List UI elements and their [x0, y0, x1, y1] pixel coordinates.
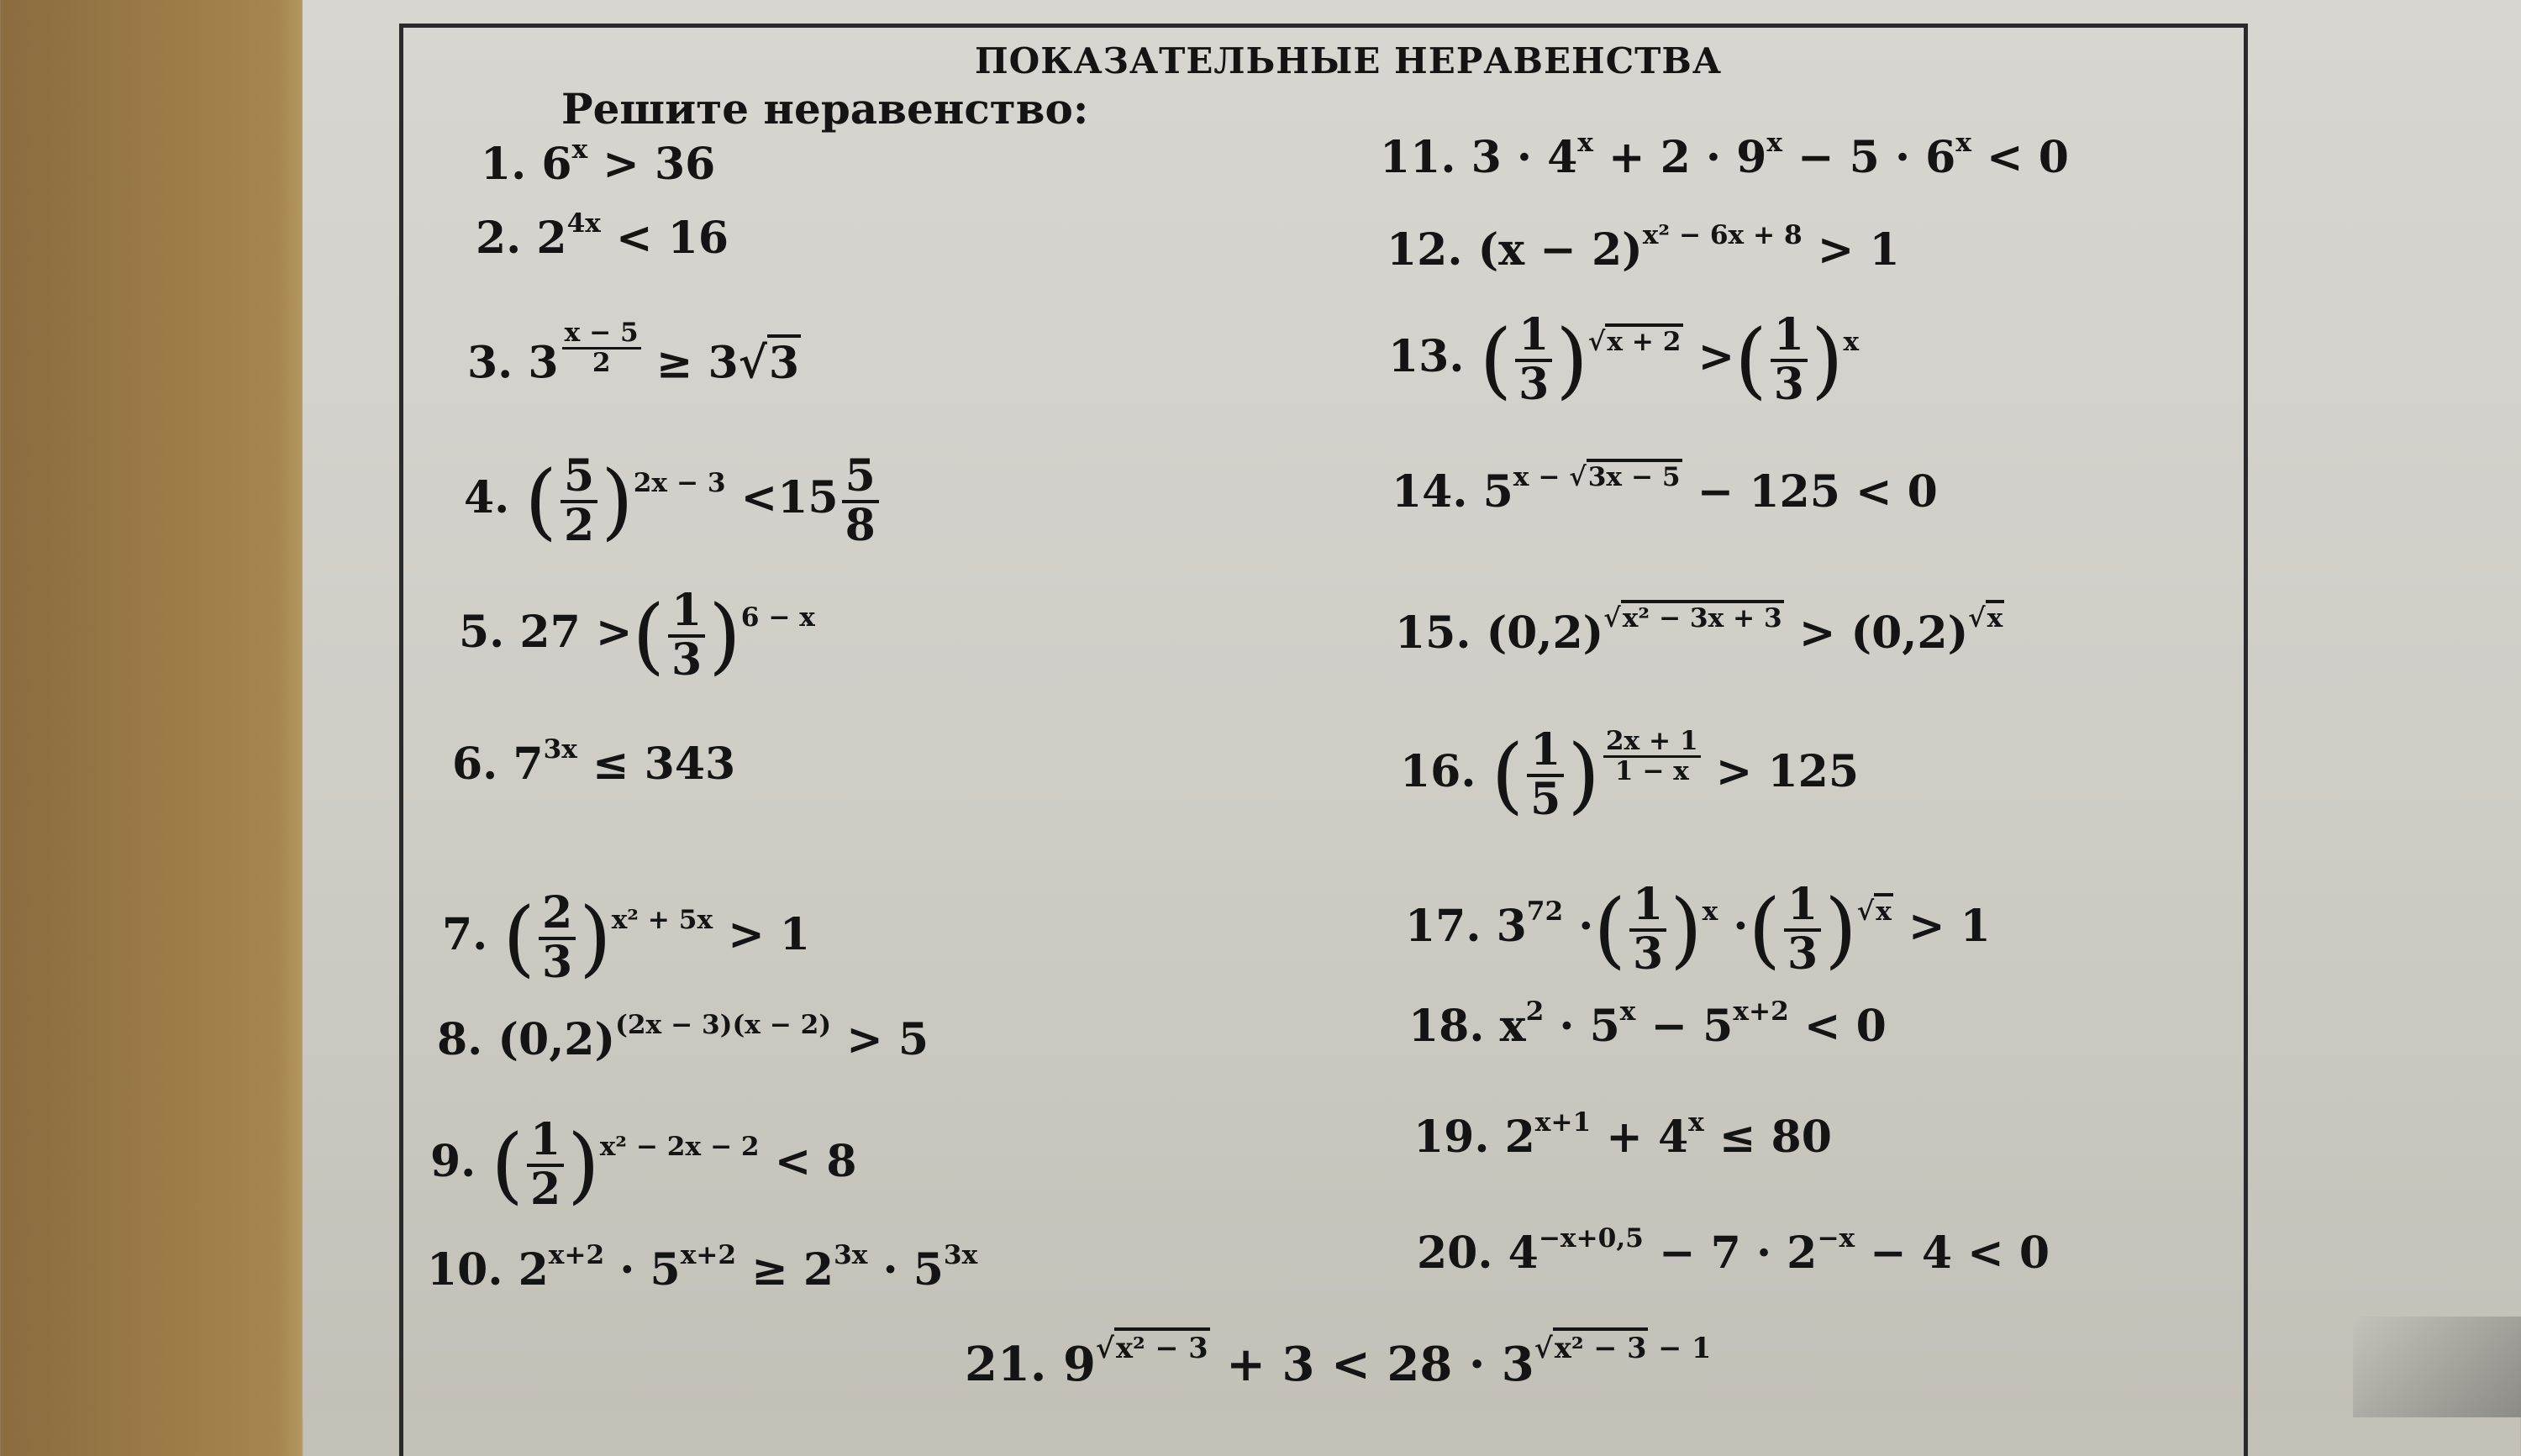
fraction: $\frac{1}{3}$	[1771, 313, 1808, 407]
fraction-exponent: $\frac{x - 5}{2}$	[562, 319, 641, 377]
base: 2	[536, 213, 567, 264]
rhs: ≥ 3	[640, 337, 739, 389]
problem-number: 4.	[464, 472, 510, 524]
problem-19: 19. $2^{x+1} + 4^x \le 80$	[1413, 1107, 1832, 1163]
base: (0,2)	[497, 1014, 616, 1065]
problem-number: 9.	[430, 1136, 476, 1188]
problem-number: 8.	[437, 1014, 483, 1065]
exponent: x	[1843, 327, 1860, 358]
problem-number: 13.	[1388, 331, 1465, 383]
problem-11: 11. $3 \cdot 4^x + 2 \cdot 9^x - 5 \cdot 6^x < 0$	[1380, 128, 2069, 183]
problem-number: 19.	[1413, 1112, 1490, 1163]
base: 5	[1482, 466, 1513, 518]
problem-number: 12.	[1387, 224, 1463, 276]
problem-16: 16. ( $\frac{1}{5}$ ) $\frac{2x + 1}{1 - x}$ > 125	[1400, 724, 1860, 825]
problem-5: 5. 27 >( $\frac{1}{3}$ )$^{6 - x}$	[459, 585, 815, 686]
rhs: > 125	[1700, 746, 1860, 798]
problem-18: 18. $x^2 \cdot 5^x - 5^{x+2} < 0$	[1408, 996, 1887, 1052]
rhs: − 125 < 0	[1682, 466, 1938, 518]
fraction: $\frac{1}{2}$	[527, 1117, 564, 1212]
fraction: $\frac{1}{3}$	[1515, 313, 1552, 407]
corner-shadow	[2353, 1317, 2521, 1417]
problem-6	[452, 734, 736, 790]
problem-number: 10.	[427, 1244, 503, 1296]
base: 3	[528, 337, 559, 389]
problem-number: 16.	[1400, 746, 1476, 798]
exponent: (2x − 3)(x − 2)	[615, 1010, 832, 1041]
base: (0,2)	[1486, 607, 1604, 659]
problem-number: 15.	[1395, 607, 1471, 659]
mixed-fraction: $\frac{5}{8}$	[842, 454, 879, 549]
base: 6	[541, 139, 572, 190]
problem-13: 13. ( $\frac{1}{3}$ )$^{√x + 2}$ >( $\frac{1}{3}$ )$^x$	[1388, 309, 1860, 410]
radical-exponent: x + 2	[1605, 323, 1682, 357]
document-title: ПОКАЗАТЕЛЬНЫЕ НЕРАВЕНСТВА	[975, 40, 1723, 81]
problem-7: 7. ( $\frac{2}{3}$ )$^{x^2 + 5x}$ > 1	[442, 887, 811, 988]
exponent: x² + 5x	[611, 905, 713, 936]
radical-exponent: x² − 3x + 3	[1621, 600, 1784, 633]
exponent: 2x − 3	[633, 468, 726, 499]
base: 9	[1062, 1337, 1096, 1392]
problem-8	[437, 1010, 929, 1065]
radicand: 3	[767, 334, 801, 389]
problem-number: 7.	[442, 909, 488, 961]
rhs: <15	[725, 472, 839, 524]
problem-number: 11.	[1380, 132, 1456, 183]
exponent: x² − 2x − 2	[599, 1132, 760, 1163]
radical-exponent: x	[1986, 600, 2005, 633]
radical-exponent: 3x − 5	[1587, 459, 1682, 492]
problem-15: 15. $(0,2)^{√x^2 - 3x + 3} > (0,2)^{√x}$	[1395, 612, 2004, 655]
problem-number: 3.	[467, 337, 513, 389]
radical-exponent: x² − 3	[1553, 1327, 1649, 1364]
lhs: 27 >	[519, 607, 633, 659]
rhs: < 8	[759, 1136, 857, 1188]
rhs: < 16	[600, 213, 729, 264]
problem-number: 20.	[1417, 1227, 1493, 1279]
rhs: > 5	[831, 1014, 929, 1065]
problem-12	[1387, 220, 1900, 276]
problem-number: 2.	[476, 213, 522, 264]
problem-17: 17. $3^{72}$ ·( $\frac{1}{3}$ )$^x$ ·( $\frac{1}{3}$ )$^{√x}$ > 1	[1405, 879, 1991, 980]
rhs: > 1	[1802, 224, 1900, 276]
problem-number: 17.	[1405, 901, 1482, 953]
problem-3: 3. 3 $\frac{x - 5}{2}$ ≥ 3√3	[467, 318, 800, 389]
problem-14: 14. $5^{x - √3x - 5} - 125 < 0$	[1392, 470, 1938, 514]
problem-10: 10. $2^{x+2} \cdot 5^{x+2} \ge 2^{3x} \cdot 5^{3x}$	[427, 1240, 978, 1296]
fraction: $\frac{1}{3}$	[1784, 882, 1821, 977]
rhs: > 36	[587, 139, 716, 190]
exponent: x² − 6x + 8	[1642, 220, 1803, 251]
instruction-text: Решите неравенство:	[561, 84, 1089, 134]
problem-number: 1.	[481, 139, 527, 190]
fraction: $\frac{1}{3}$	[1629, 882, 1666, 977]
base: 7	[513, 739, 544, 790]
exponent: x	[571, 134, 588, 166]
fraction: $\frac{1}{3}$	[668, 588, 705, 683]
problem-number: 6.	[452, 739, 498, 790]
problem-2	[476, 208, 729, 264]
base: (x − 2)	[1477, 224, 1643, 276]
radical-exponent: x² − 3	[1114, 1327, 1210, 1364]
radical-exponent: x	[1874, 893, 1893, 927]
rhs: > 1	[1892, 901, 1991, 953]
problem-number: 14.	[1392, 466, 1468, 518]
exponent: 3x	[543, 734, 577, 765]
problem-4: 4. ( $\frac{5}{2}$ )$^{2x - 3}$ <15 $\frac{5}{8}$	[464, 454, 882, 549]
problem-number: 5.	[459, 607, 505, 659]
fraction: $\frac{2}{3}$	[539, 891, 576, 986]
rhs: > 1	[713, 909, 811, 961]
fraction: $\frac{1}{5}$	[1527, 728, 1564, 823]
exponent: 4x	[566, 208, 601, 239]
exponent: 6 − x	[740, 602, 815, 633]
problem-9: 9. ( $\frac{1}{2}$ )$^{x^2 - 2x - 2}$ < 8	[430, 1114, 857, 1215]
problem-20: 20. $4^{-x+0,5} - 7 \cdot 2^{-x} - 4 < 0$	[1417, 1223, 2050, 1279]
fraction-exponent: $\frac{2x + 1}{1 - x}$	[1603, 728, 1701, 786]
problem-1	[481, 134, 716, 190]
rhs: ≤ 343	[576, 739, 736, 790]
fraction: $\frac{5}{2}$	[561, 454, 597, 549]
problem-21: 21. $9^{√x^2 - 3} + 3 < 28 \cdot 3^{√x^2 - 3 - 1}$	[965, 1341, 1711, 1388]
problem-number: 18.	[1408, 1001, 1485, 1052]
problem-number: 21.	[965, 1337, 1047, 1392]
